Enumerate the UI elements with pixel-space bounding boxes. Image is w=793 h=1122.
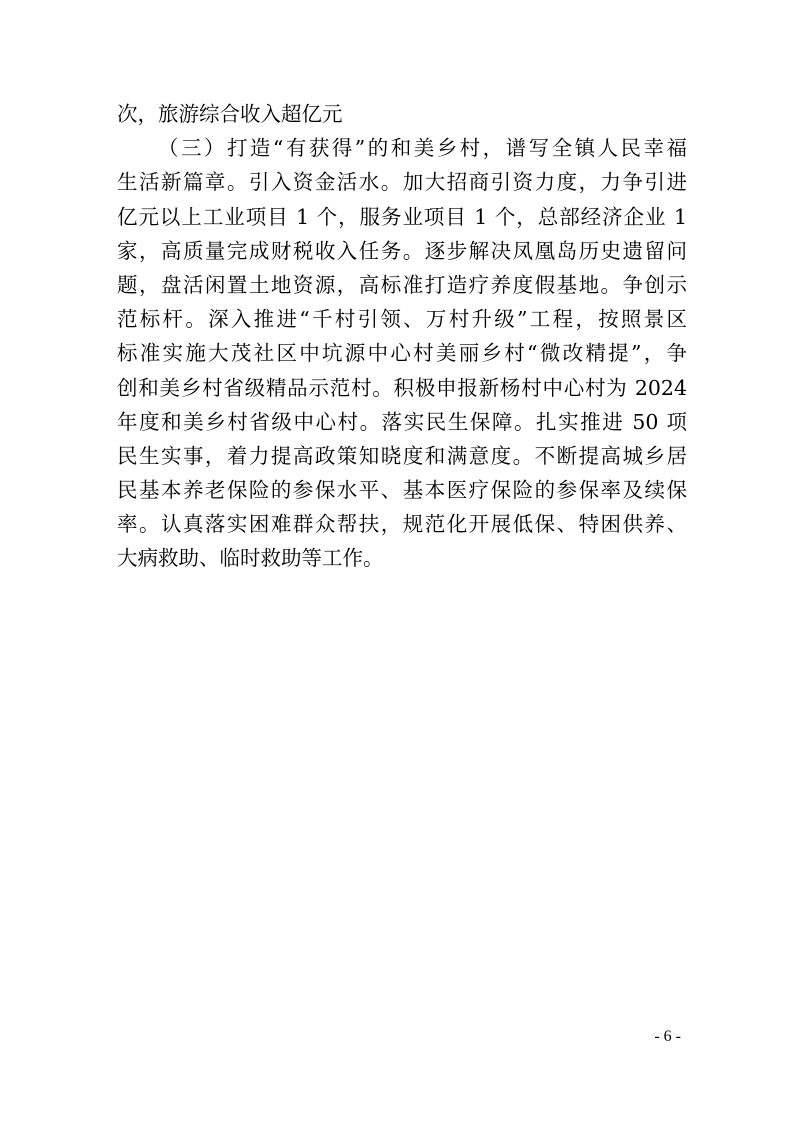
text-line: 创和美乡村省级精品示范村。积极申报新杨村中心村为 2024	[117, 375, 687, 400]
text-line: 民生实事，着力提高政策知晓度和满意度。不断提高城乡居	[117, 443, 687, 468]
text-line: 大病救助、临时救助等工作。	[117, 546, 384, 571]
text-line: 题，盘活闲置土地资源，高标准打造疗养度假基地。争创示	[117, 272, 687, 297]
text-line: 亿元以上工业项目 1 个，服务业项目 1 个，总部经济企业 1	[117, 204, 687, 229]
text-line: 范标杆。深入推进“千村引领、万村升级”工程，按照景区	[117, 307, 687, 332]
text-line: 标准实施大茂社区中坑源中心村美丽乡村“微改精提”，争	[117, 341, 687, 366]
text-line: 生活新篇章。引入资金活水。加大招商引资力度，力争引进	[117, 170, 687, 195]
text-line: 率。认真落实困难群众帮扶，规范化开展低保、特困供养、	[117, 512, 687, 537]
section-heading-line: （三）打造“有获得”的和美乡村，谱写全镇人民幸福	[158, 136, 687, 161]
text-line: 次，旅游综合收入超亿元	[117, 102, 343, 126]
text-line: 民基本养老保险的参保水平、基本医疗保险的参保率及续保	[117, 478, 687, 503]
text-line: 年度和美乡村省级中心村。落实民生保障。扎实推进 50 项	[117, 409, 687, 434]
page-number: - 6 -	[654, 1028, 681, 1045]
body-text	[117, 97, 687, 576]
text-line: 家，高质量完成财税收入任务。逐步解决凤凰岛历史遗留问	[117, 238, 687, 263]
